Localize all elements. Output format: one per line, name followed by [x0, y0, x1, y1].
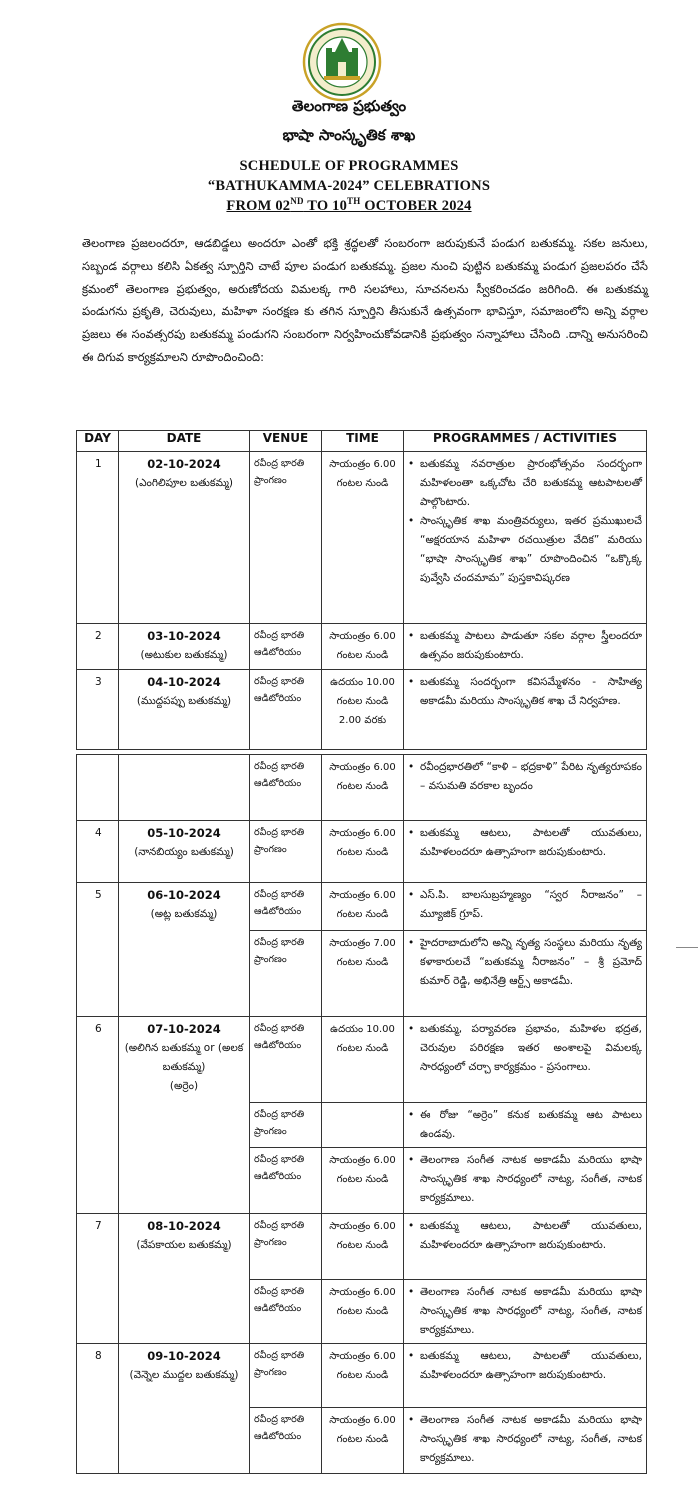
- col-programmes: PROGRAMMES / ACTIVITIES: [404, 431, 647, 452]
- doc-date-range: FROM 02ND TO 10TH OCTOBER 2024: [226, 196, 472, 214]
- table-row: రవీంద్ర భారతి ఆడిటోరియం సాయంత్రం 6.00 గంటల నుండి • తెలంగాణ సంగీత నాటక అకాడమీ మరియు భాషా సాంస్కృతిక శాఖ సారధ్యంలో నాట్య, సంగీత, నాటక కార్యక్రమాలు.: [77, 1408, 647, 1474]
- table-row: రవీంద్ర భారతి ఆడిటోరియం సాయంత్రం 6.00 గంటల నుండి • రవీంద్రభారతిలో “కాళి – భద్రకాళి” పేరిట నృత్యరూపకం – వసుమతి వరకాల బృందం: [77, 755, 647, 821]
- margin-mark: [676, 947, 698, 948]
- table-row: రవీంద్ర భారతి ఆడిటోరియం సాయంత్రం 6.00 గంటల నుండి • తెలంగాణ సంగీత నాటక అకాడమీ మరియు భాషా సాంస్కృతిక శాఖ సారధ్యంలో నాట్య, సంగీత, నాటక కార్యక్రమాలు.: [77, 1280, 647, 1344]
- intro-paragraph: తెలంగాణ ప్రజలందరూ, ఆడబిడ్డలు అందరూ ఎంతో భక్తి శ్రద్ధలతో సంబరంగా జరుపుకునే పండుగ బతుకమ్మ. సకల జనులు, సబ్బండ వర్గాలు కలిసి ఏకత్వ స్పూర్తిని చాటే పూల పండుగ బతుకమ్మ. ప్రజల నుంచి పుట్టిన బతుకమ్మ పండుగ ప్రజలపరం చేసే క్రమంలో తెలంగాణ ప్రభుత్వం, అరుణోదయ విమలక్క గారి సలహాలు, సూచనలను స్వీకరించడం జరిగింది. ఈ బతుకమ్మ పండుగను ప్రకృతి, చెరువులు, మహిళా సంరక్షణ కు తగిన స్పూర్తిని తీసుకునే ఉత్సవంగా భావిస్తూ, సమాజంలోని అన్ని వర్గాల ప్రజలు ఈ సంవత్సరపు బతుకమ్మ పండుగని సంబరంగా నిర్వహించుకోవడానికి ప్రభుత్వం సన్నాహాలు చేసింది .దాన్ని అనుసరించి ఈ దిగువ కార్యక్రమాలని రూపొందించింది:: [82, 236, 648, 364]
- department-name: భాషా సాంస్కృతిక శాఖ: [282, 126, 416, 144]
- table-row: 7 08-10-2024 (వేపకాయల బతుకమ్మ) రవీంద్ర భారతి ప్రాంగణం సాయంత్రం 6.00 గంటల నుండి • బతుకమ్మ ఆటలు, పాటలతో యువతులు, మహిళలందరూ ఉత్సాహంగా జరుపుకుంటారు.: [77, 1214, 647, 1280]
- schedule-table: [76, 430, 647, 1474]
- table-row: రవీంద్ర భారతి ప్రాంగణం సాయంత్రం 7.00 గంటల నుండి • హైదరాబాదులోని అన్ని నృత్య సంస్థలు మరియు నృత్య కళాకారులచే “బతుకమ్మ నీరాజనం” – శ్రీ ప్రమోద్ కుమార్ రెడ్డి, అభినేత్రి ఆర్ట్స్ అకాడమీ.: [77, 931, 647, 1017]
- col-venue: VENUE: [250, 431, 322, 452]
- table-row: 2 03-10-2024 (అటుకుల బతుకమ్మ) రవీంద్ర భారతి ఆడిటోరియం సాయంత్రం 6.00 గంటల నుండి • బతుకమ్మ పాటలు పాడుతూ సకల వర్గాల స్త్రీలందరూ ఉత్సవం జరుపుకుంటారు.: [77, 624, 647, 670]
- table-row: 6 07-10-2024 (అలిగిన బతుకమ్మ or (అలక బతుకమ్మ) (అర్రెం) రవీంద్ర భారతి ఆడిటోరియం ఉదయం 10.00 గంటల నుండి • బతుకమ్మ, పర్యావరణ ప్రభావం, మహిళల భద్రత, చెరువుల పరిరక్షణ ఇతర అంశాలపై విమలక్క సారధ్యంలో చర్చా కార్యక్రమం - ప్రసంగాలు.: [77, 1017, 647, 1103]
- table-row: 8 09-10-2024 (వెన్నెల ముద్దల బతుకమ్మ) రవీంద్ర భారతి ప్రాంగణం సాయంత్రం 6.00 గంటల నుండి • బతుకమ్మ ఆటలు, పాటలతో యువతులు, మహిళలందరూ ఉత్సాహంగా జరుపుకుంటారు.: [77, 1344, 647, 1408]
- table-row: 1 02-10-2024 (ఎంగిలిపూల బతుకమ్మ) రవీంద్ర భారతి ప్రాంగణం సాయంత్రం 6.00 గంటల నుండి • బతుకమ్మ నవరాత్రుల ప్రారంభోత్సవం సందర్భంగా మహిళలంతా ఒక్కచోట చేరి బతుకమ్మ ఆటపాటలతో పాల్గొంటారు. • సాంస్కృతిక శాఖ మంత్రివర్యులు, ఇతర ప్రముఖులచే “అక్షరయాన మహిళా రచయిత్రుల వేదిక” మరియు “భాషా సాంస్కృతిక శాఖ” రూపొందించిన “ఒక్కొక్క పువ్వేసి చందమామ” పుస్తకావిష్కరణ: [77, 452, 647, 624]
- col-time: TIME: [322, 431, 404, 452]
- table-row: 4 05-10-2024 (నానబియ్యం బతుకమ్మ) రవీంద్ర భారతి ప్రాంగణం సాయంత్రం 6.00 గంటల నుండి • బతుకమ్మ ఆటలు, పాటలతో యువతులు, మహిళలందరూ ఉత్సాహంగా జరుపుకుంటారు.: [77, 821, 647, 883]
- telangana-emblem-icon: [302, 22, 382, 102]
- doc-subtitle: “BATHUKAMMA-2024” CELEBRATIONS: [207, 178, 491, 194]
- government-name: తెలంగాణ ప్రభుత్వం: [291, 97, 407, 115]
- col-day: DAY: [77, 431, 119, 452]
- table-row: 5 06-10-2024 (అట్ల బతుకమ్మ) రవీంద్ర భారతి ఆడిటోరియం సాయంత్రం 6.00 గంటల నుండి • ఎస్.పి. బాలసుబ్రహ్మణ్యం “స్వర నీరాజనం” – మ్యూజిక్ గ్రూప్.: [77, 883, 647, 931]
- col-date: DATE: [119, 431, 250, 452]
- doc-title: SCHEDULE OF PROGRAMMES: [239, 158, 459, 174]
- table-row: రవీంద్ర భారతి ప్రాంగణం • ఈ రోజు “అర్రెం” కనుక బతుకమ్మ ఆట పాటలు ఉండవు.: [77, 1103, 647, 1148]
- table-row: రవీంద్ర భారతి ఆడిటోరియం సాయంత్రం 6.00 గంటల నుండి • తెలంగాణ సంగీత నాటక అకాడమీ మరియు భాషా సాంస్కృతిక శాఖ సారధ్యంలో నాట్య, సంగీత, నాటక కార్యక్రమాలు.: [77, 1148, 647, 1214]
- table-row: 3 04-10-2024 (ముద్దపప్పు బతుకమ్మ) రవీంద్ర భారతి ఆడిటోరియం ఉదయం 10.00 గంటల నుండి 2.00 వరకు • బతుకమ్మ సందర్భంగా కవిసమ్మేళనం - సాహిత్య అకాడమీ మరియు సాంస్కృతిక శాఖ చే నిర్వహణ.: [77, 670, 647, 750]
- table-header-row: [77, 431, 647, 452]
